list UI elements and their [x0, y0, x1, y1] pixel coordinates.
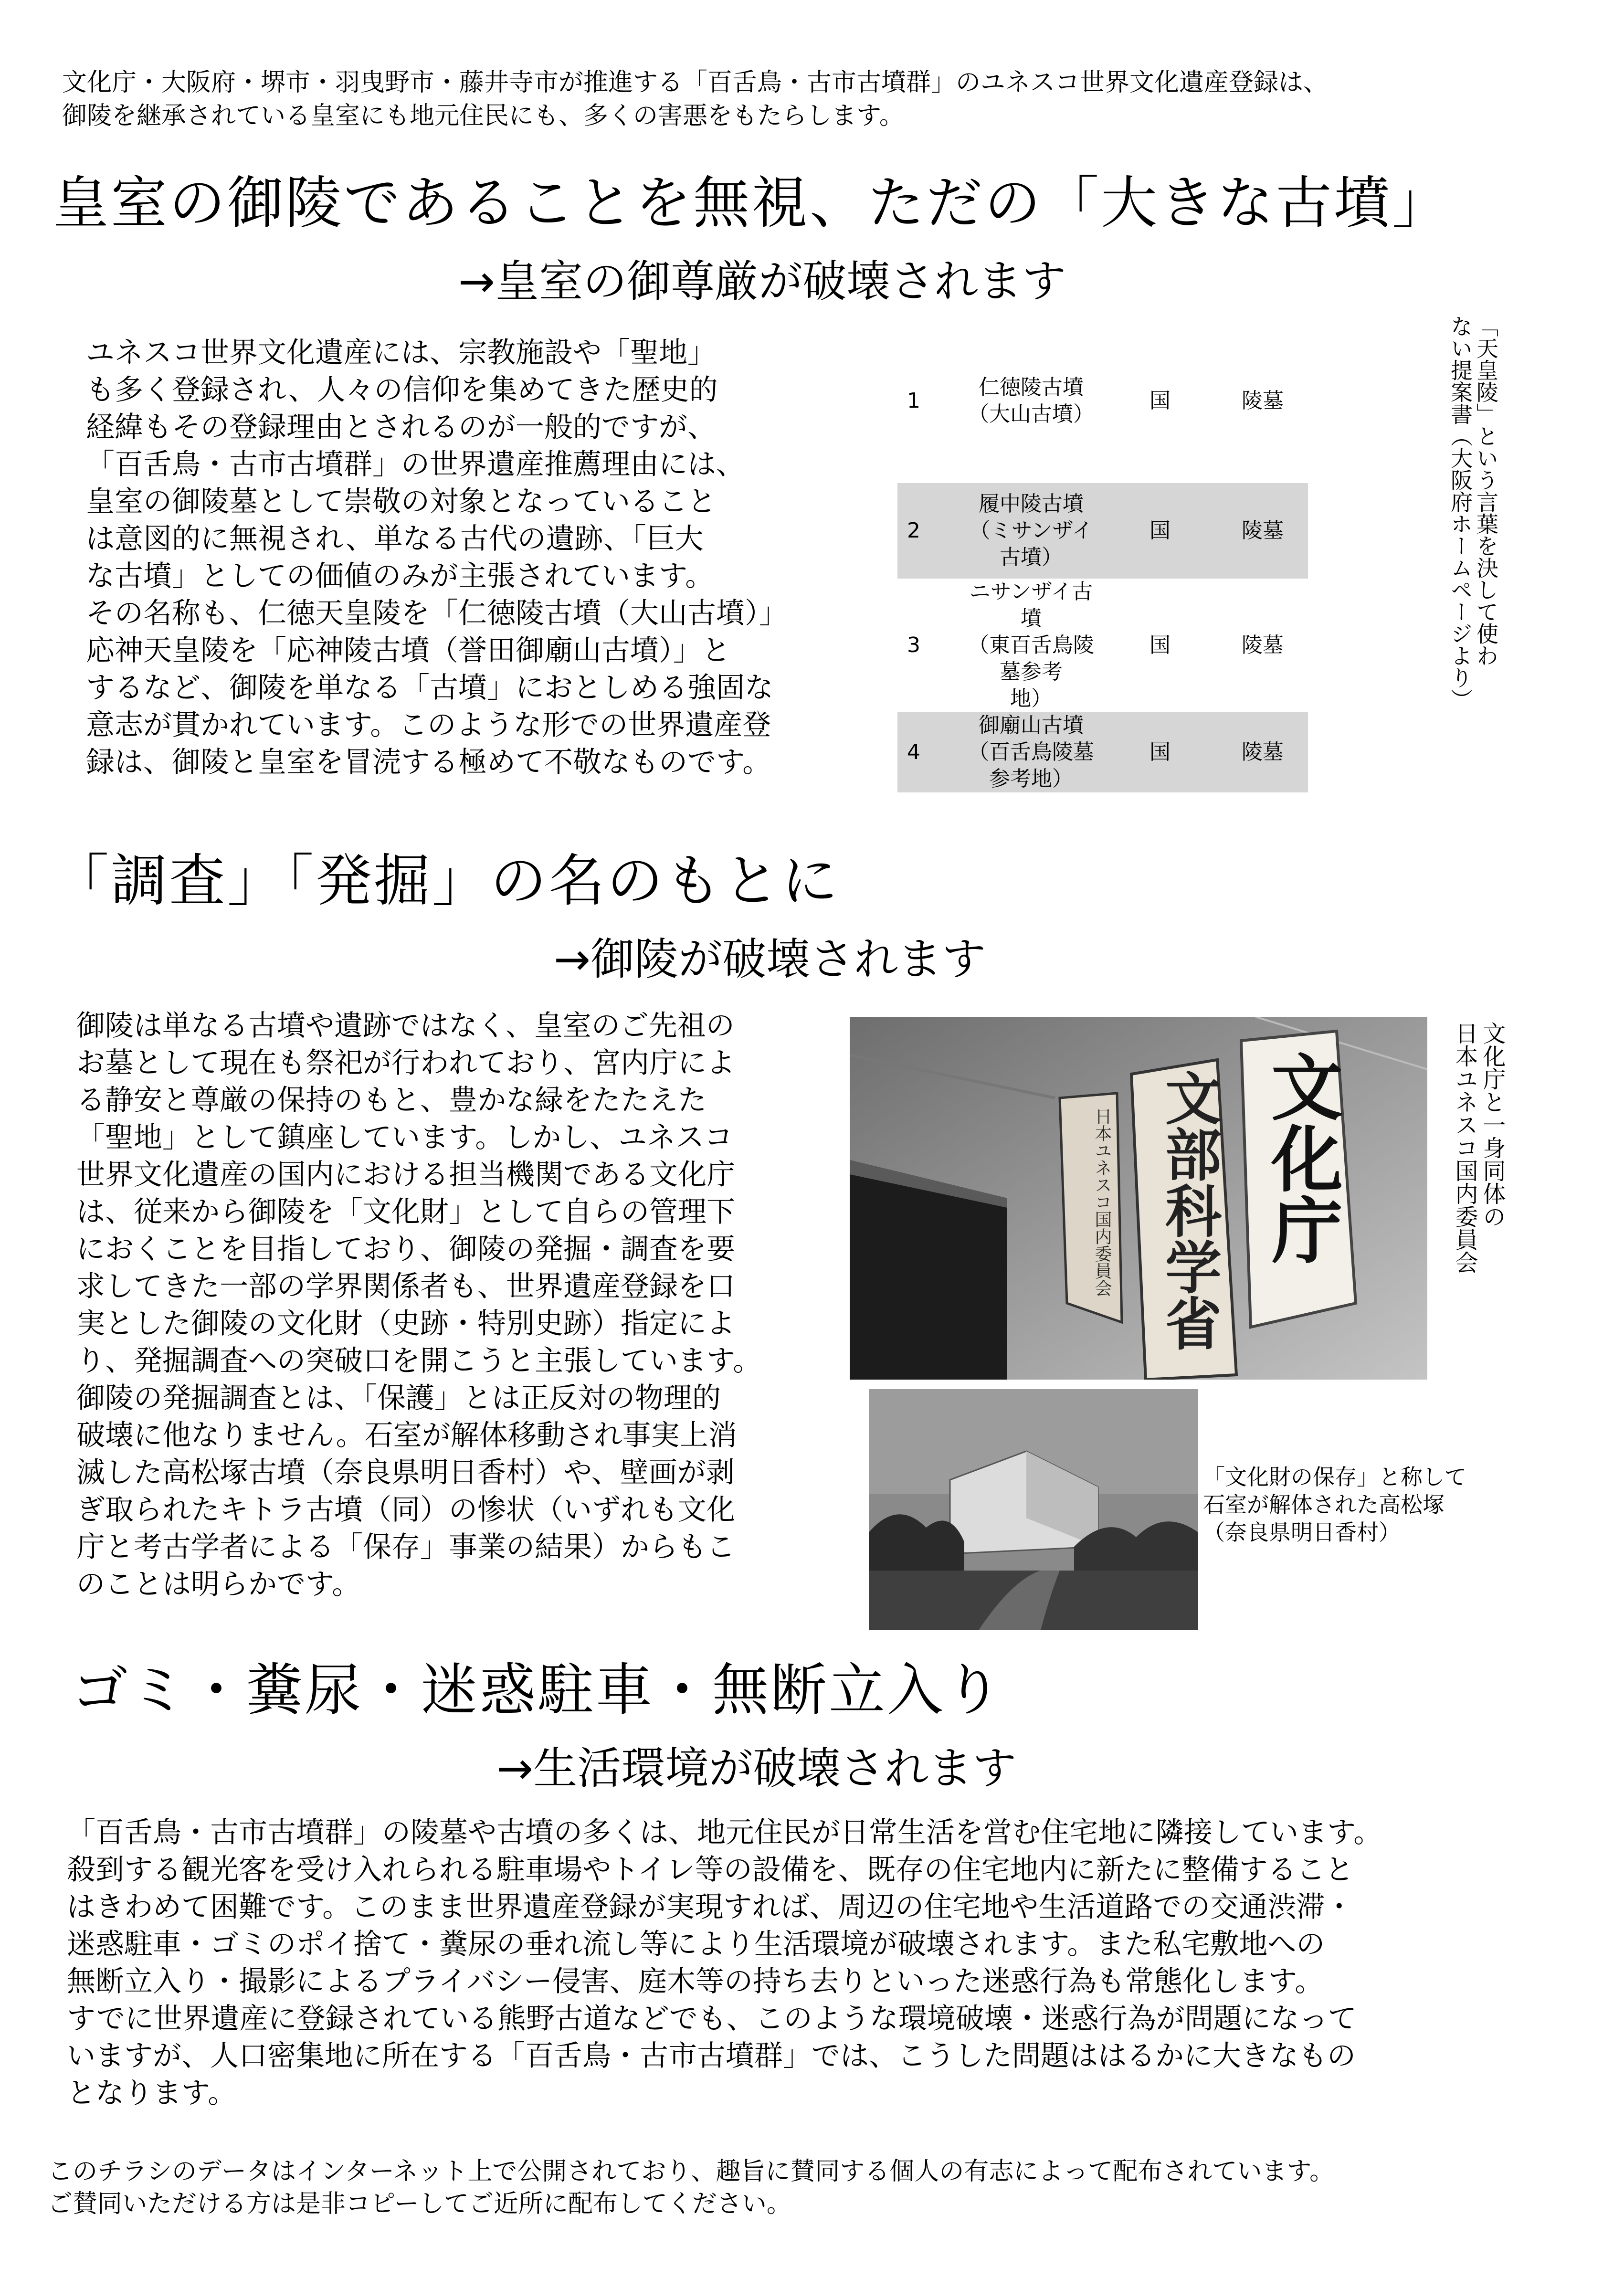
tomb-name — [960, 712, 1103, 792]
kofun-table — [897, 353, 1308, 792]
tomb-name-line: 履中陵古墳 — [979, 492, 1084, 516]
body-line: 応神天皇陵を「応神陵古墳（誉田御廟山古墳）」と — [86, 634, 730, 667]
section1-title: 皇室の御陵であることを無視、ただの「大きな古墳」 — [53, 170, 1451, 236]
body-line: も多く登録され、人々の信仰を集めてきた歴史的 — [86, 373, 718, 407]
tomb-name — [960, 579, 1103, 712]
body-line: 世界文化遺産の国内における担当機関である文化庁 — [76, 1158, 735, 1192]
tomb-owner: 国 — [1149, 518, 1171, 543]
tomb-name-line: 御廟山古墳 — [979, 713, 1084, 738]
side-note-col: 「天皇陵」という言葉を決して使わ — [1473, 315, 1499, 666]
tomb-owner: 国 — [1149, 740, 1171, 764]
body-line: はきわめて困難です。このまま世界遺産登録が実現すれば、周辺の住宅地や生活道路での交通渋滞・ — [67, 1890, 1354, 1924]
body-line: は意図的に無視され、単なる古代の遺跡、「巨大 — [86, 522, 704, 556]
caption-col: 文化庁と一身同体の — [1479, 1022, 1506, 1228]
row-number: 1 — [907, 389, 920, 413]
caption-line: 石室が解体された高松塚 — [1203, 1492, 1445, 1518]
body-line: 経緯もその登録理由とされるのが一般的ですが、 — [86, 411, 716, 444]
caption-line: （奈良県明日香村） — [1203, 1519, 1401, 1545]
section2-title: 「調査」「発掘」の名のもとに — [53, 848, 840, 914]
row-number: 3 — [907, 633, 920, 657]
body-line: 破壊に他なりません。石室が解体移動され事実上消 — [76, 1419, 737, 1452]
tomb-kind: 陵墓 — [1242, 518, 1284, 543]
caption-line: 「文化財の保存」と称して — [1203, 1464, 1466, 1490]
unesco-sign-text: 日本ユネスコ国内委員会 — [1092, 1107, 1112, 1297]
caption-col: 日本ユネスコ国内委員会 — [1451, 1022, 1478, 1274]
bunka-cho-sign-text: 文化庁 — [1259, 1050, 1343, 1265]
tomb-name-line: 地） — [1010, 686, 1052, 711]
table-row — [897, 353, 1308, 449]
body-line: のことは明らかです。 — [76, 1568, 361, 1601]
body-line: 皇室の御陵墓として崇敬の対象となっていること — [86, 485, 716, 518]
intro-line: 文化庁・大阪府・堺市・羽曳野市・藤井寺市が推進する「百舌鳥・古市古墳群」のユネスコ世界文化遺産登録は、 — [62, 68, 1329, 97]
body-line: お墓として現在も祭祀が行われており、宮内庁によ — [76, 1046, 735, 1080]
body-line: 庁と考古学者による「保存」事業の結果）からもこ — [76, 1530, 735, 1564]
row-number: 4 — [907, 740, 920, 764]
table-row — [897, 483, 1308, 579]
tomb-kind: 陵墓 — [1242, 389, 1284, 413]
body-line: ぎ取られたキトラ古墳（同）の惨状（いずれも文化 — [76, 1493, 735, 1527]
side-note-col: ない提案書（大阪府ホームページより） — [1447, 315, 1473, 710]
tomb-owner: 国 — [1149, 389, 1171, 413]
body-line: は、従来から御陵を「文化財」として自らの管理下 — [76, 1195, 735, 1229]
tomb-name-line: ニサンザイ古墳 — [969, 580, 1093, 631]
tomb-kind: 陵墓 — [1242, 740, 1284, 764]
body-line: するなど、御陵を単なる「古墳」におとしめる強固な — [86, 671, 773, 705]
table-spacer — [897, 449, 1308, 483]
body-line: 実とした御陵の文化財（史跡・特別史跡）指定によ — [76, 1307, 735, 1340]
tomb-name-line: （東百舌鳥陵墓参考 — [968, 633, 1094, 684]
body-line: いますが、人口密集地に所在する「百舌鳥・古市古墳群」では、こうした問題ははるかに大きなもの — [67, 2039, 1356, 2073]
body-line: 「聖地」として鎮座しています。しかし、ユネスコ — [76, 1121, 733, 1154]
table-row — [897, 712, 1308, 792]
tomb-name-line: 仁徳陵古墳 — [979, 375, 1084, 400]
section2-subtitle: →御陵が破壊されます — [554, 934, 986, 985]
section3-subtitle: →生活環境が破壊されます — [496, 1743, 1017, 1794]
body-line: 迷惑駐車・ゴミのポイ捨て・糞尿の垂れ流し等により生活環境が破壊されます。また私宅敷地への — [67, 1928, 1325, 1961]
section2-body — [76, 1007, 859, 1603]
photo1-caption — [1444, 1022, 1506, 1346]
body-line: 求してきた一部の学界関係者も、世界遺産登録を口 — [76, 1270, 735, 1303]
body-line: 意志が貫かれています。このような形での世界遺産登 — [86, 708, 771, 742]
mext-building-photo — [850, 1017, 1427, 1380]
section3-body — [67, 1814, 1585, 2112]
footer — [48, 2155, 1334, 2220]
body-line: 御陵は単なる古墳や遺跡ではなく、皇室のご先祖の — [76, 1009, 735, 1043]
tomb-owner: 国 — [1149, 633, 1171, 657]
section1-body — [86, 334, 907, 781]
body-line: り、発掘調査への突破口を開こうと主張しています。 — [76, 1344, 762, 1378]
body-line: となります。 — [67, 2077, 237, 2110]
body-line: 無断立入り・撮影によるプライバシー侵害、庭木等の持ち去りといった迷惑行為も常態化します。 — [67, 1965, 1324, 1998]
body-line: ユネスコ世界文化遺産には、宗教施設や「聖地」 — [86, 336, 716, 369]
footer-line: このチラシのデータはインターネット上で公開されており、趣旨に賛同する個人の有志によって配布されています。 — [48, 2157, 1335, 2186]
tomb-name-line: （ミサンザイ古墳） — [969, 518, 1093, 570]
body-line: その名称も、仁徳天皇陵を「仁徳陵古墳（大山古墳）」 — [86, 597, 788, 630]
body-line: 御陵の発掘調査とは、「保護」とは正反対の物理的 — [76, 1382, 721, 1415]
body-line: 「百舌鳥・古市古墳群」の世界遺産推薦理由には、 — [86, 448, 745, 481]
section1-subtitle: →皇室の御尊厳が破壊されます — [458, 256, 1066, 307]
intro-line: 御陵を継承されている皇室にも地元住民にも、多くの害悪をもたらします。 — [62, 102, 904, 130]
mext-sign-text: 文部科学省 — [1156, 1069, 1222, 1351]
table-side-note — [1442, 315, 1499, 807]
body-line: 「百舌鳥・古市古墳群」の陵墓や古墳の多くは、地元住民が日常生活を営む住宅地に隣接しています。 — [67, 1816, 1382, 1849]
section3-title: ゴミ・糞尿・迷惑駐車・無断立入り — [72, 1657, 1004, 1723]
body-line: すでに世界遺産に登録されている熊野古道などでも、このような環境破壊・迷惑行為が問題になって — [67, 2002, 1357, 2035]
body-line: 滅した高松塚古墳（奈良県明日香村）や、壁画が剥 — [76, 1456, 735, 1489]
tomb-name — [960, 483, 1103, 579]
table-row — [897, 579, 1308, 712]
tomb-kind: 陵墓 — [1242, 633, 1284, 657]
body-line: 録は、御陵と皇室を冒涜する極めて不敬なものです。 — [86, 746, 771, 779]
tomb-name-line: （百舌鳥陵墓参考地） — [968, 740, 1094, 791]
intro-text — [62, 66, 1590, 133]
body-line: な古墳」としての価値のみが主張されています。 — [86, 559, 714, 593]
body-line: る静安と尊厳の保持のもと、豊かな緑をたたえた — [76, 1084, 707, 1117]
takamatsuzuka-photo — [869, 1389, 1198, 1630]
photo2-caption — [1203, 1463, 1466, 1546]
body-line: におくことを目指しており、御陵の発掘・調査を要 — [76, 1233, 735, 1266]
row-number: 2 — [907, 518, 920, 543]
body-line: 殺到する観光客を受け入れられる駐車場やトイレ等の設備を、既存の住宅地内に新たに整備すること — [67, 1853, 1354, 1887]
footer-line: ご賛同いただける方は是非コピーしてご近所に配布してください。 — [48, 2190, 791, 2218]
takamatsuzuka-image — [869, 1389, 1198, 1630]
tomb-name — [960, 353, 1103, 449]
tomb-name-line: （大山古墳） — [968, 402, 1094, 426]
